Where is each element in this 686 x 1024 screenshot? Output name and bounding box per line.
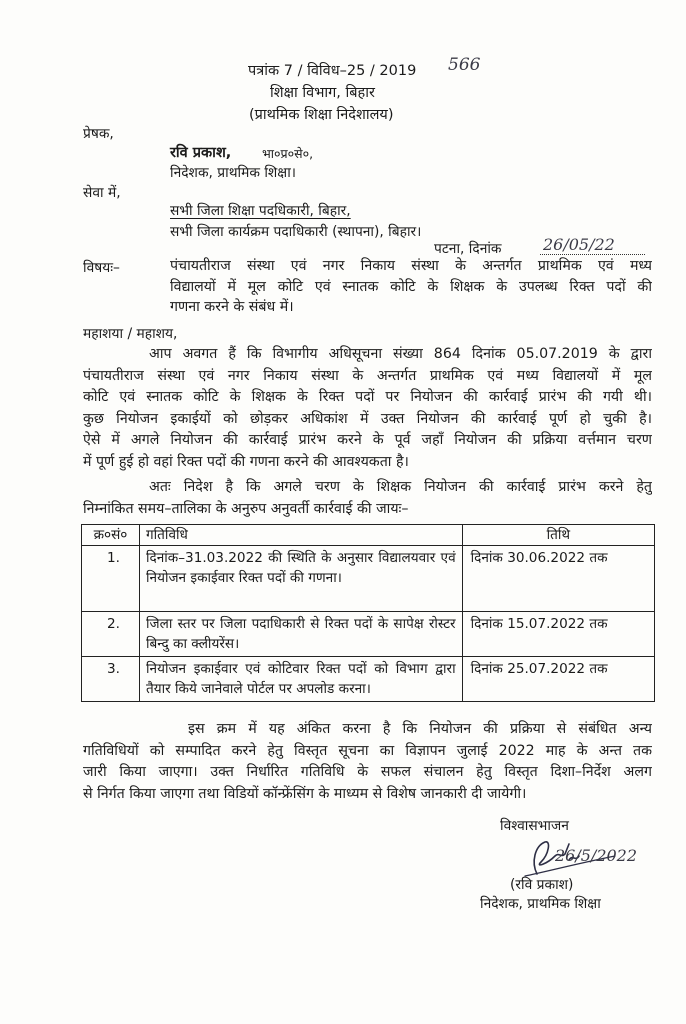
closing-text: विश्वासभाजन: [500, 818, 569, 834]
paragraph-2: [83, 477, 652, 520]
salutation: महाशया / महाशय,: [83, 326, 178, 342]
table-row: [82, 657, 655, 702]
header-date: तिथि: [462, 525, 654, 546]
paragraph-3: [83, 719, 652, 805]
directorate-name: (प्राथमिक शिक्षा निदेशालय): [249, 107, 394, 123]
paragraph-line: आप अवगत हैं कि विभागीय अधिसूचना संख्या 864 दिनांक 05.07.2019 के द्वारा: [149, 346, 652, 362]
paragraph-line: जारी किया जाएगा। उक्त निर्धारित गतिविधि के सफल संचालन हेतु विस्तृत दिशा–निर्देश अलग: [83, 764, 652, 780]
row-serial: 3.: [82, 657, 140, 702]
department-name: शिक्षा विभाग, बिहार: [270, 85, 375, 101]
subject-label: विषयः–: [83, 260, 120, 276]
reference-number: पत्रांक 7 / विविध–25 / 2019: [248, 63, 417, 79]
to-label: सेवा में,: [83, 185, 121, 201]
subject-line: पंचायतीराज संस्था एवं नगर निकाय संस्था के अन्तर्गत प्राथमिक एवं मध्य: [170, 258, 652, 274]
paragraph-line: अतः निदेश है कि अगले चरण के शिक्षक नियोजन की कार्रवाई प्रारंभ करने हेतु: [149, 479, 652, 495]
paragraph-line: इस क्रम में यह अंकित करना है कि नियोजन की प्रक्रिया से संबंधित अन्य: [188, 721, 652, 737]
row-activity: नियोजन इकाईवार एवं कोटिवार रिक्त पदों को विभाग द्वारा तैयार किये जानेवाले पोर्टल पर अपलोड करना।: [140, 657, 463, 702]
sender-designation: निदेशक, प्राथमिक शिक्षा।: [170, 165, 297, 181]
sender-service: भा०प्र०से०,: [262, 146, 314, 161]
subject-line: गणना करने के संबंध में।: [170, 299, 294, 315]
row-activity: जिला स्तर पर जिला पदाधिकारी से रिक्त पदों के सापेक्ष रोस्टर बिन्दु का क्लीयरेंस।: [140, 612, 463, 657]
paragraph-line: ऐसे में अगले नियोजन की कार्रवाई प्रारंभ करने के पूर्व जहाँ नियोजन की प्रक्रिया वर्त्तमान चरण: [83, 432, 652, 448]
subject-text: [170, 256, 652, 318]
sender-name: रवि प्रकाश,: [170, 145, 232, 161]
recipient-line-2: सभी जिला कार्यक्रम पदाधिकारी (स्थापना), बिहार।: [170, 224, 422, 240]
row-serial: 2.: [82, 612, 140, 657]
row-activity: दिनांक–31.03.2022 की स्थिति के अनुसार विद्यालयवार एवं नियोजन इकाईवार रिक्त पदों की गणना।: [140, 546, 463, 612]
table-row: [82, 612, 655, 657]
paragraph-line: गतिविधियों को सम्पादित करने हेतु विस्तृत सूचना का विज्ञापन जुलाई 2022 माह के अन्त तक: [83, 742, 652, 759]
signature-date: 26/5/2022: [555, 846, 638, 865]
paragraph-line: कुछ नियोजन इकाईयों को छोड़कर अधिकांश में उक्त नियोजन की कार्रवाई पूर्ण हो चुकी है।: [83, 410, 652, 427]
paragraph-line: से निर्गत किया जाएगा तथा विडियों कॉन्फ्रेंसिंग के माध्यम से विशेष जानकारी दी जायेगी।: [83, 785, 527, 802]
table-row: [82, 546, 655, 612]
signatory-name: (रवि प्रकाश): [510, 877, 574, 893]
place-date-label: पटना, दिनांक: [434, 241, 502, 257]
header-serial: क्र०सं०: [82, 525, 140, 546]
row-date: दिनांक 30.06.2022 तक: [462, 546, 654, 612]
paragraph-line: पंचायतीराज संस्था एवं नगर निकाय संस्था के अन्तर्गत प्राथमिक एवं मध्य विद्यालयों में मूल: [83, 367, 652, 384]
recipient-line-1: सभी जिला शिक्षा पदधिकारी, बिहार,: [170, 203, 351, 219]
row-serial: 1.: [82, 546, 140, 612]
signatory-designation: निदेशक, प्राथमिक शिक्षा: [480, 896, 601, 912]
header-activity: गतिविधि: [140, 525, 463, 546]
paragraph-line: निम्नांकित समय–तालिका के अनुरुप अनुवर्ती कार्रवाई की जायः–: [83, 500, 409, 517]
schedule-table: [81, 524, 655, 702]
paragraph-1: [83, 344, 652, 473]
paragraph-line: कोटि एवं स्नातक कोटि के शिक्षक के रिक्त पदों पर नियोजन की कार्रवाई प्रारंभ की गयी थी।: [83, 389, 652, 405]
handwritten-date: 26/05/22: [543, 235, 615, 254]
handwritten-reference: 566: [448, 55, 481, 75]
subject-line: विद्यालयों में मूल कोटि एवं स्नातक कोटि के शिक्षक के उपलब्ध रिक्त पदों की: [170, 278, 652, 295]
from-label: प्रेषक,: [83, 126, 114, 142]
paragraph-line: में पूर्ण हुई हो वहां रिक्त पदों की गणना करने की आवश्यकता है।: [83, 453, 409, 470]
date-dotted-line: [540, 254, 645, 255]
row-date: दिनांक 15.07.2022 तक: [462, 612, 654, 657]
table-header-row: [82, 525, 655, 546]
row-date: दिनांक 25.07.2022 तक: [462, 657, 654, 702]
